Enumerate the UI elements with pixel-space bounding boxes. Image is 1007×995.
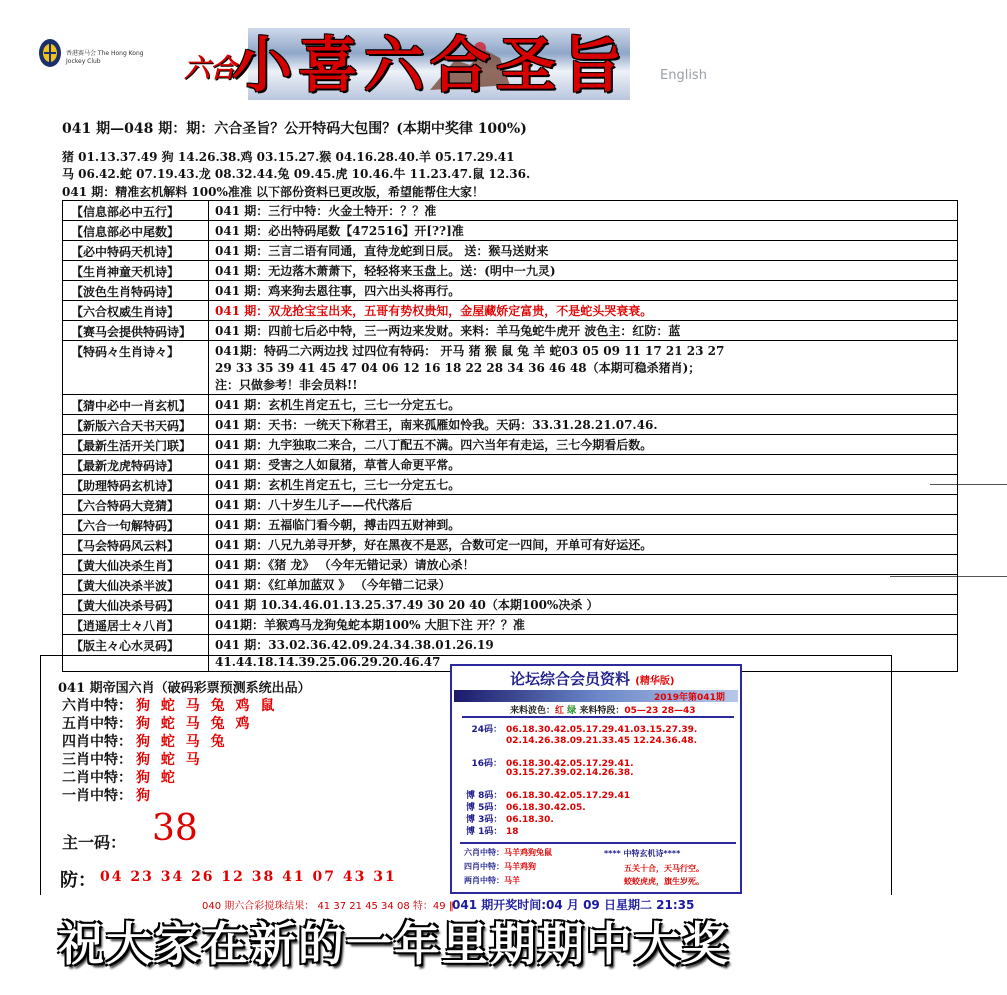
table-row: [63, 535, 957, 555]
code-row: 博 3码： 06.18.30.: [466, 815, 554, 825]
table-row: [63, 261, 957, 281]
six-pick-row: 六肖中特： 狗 蛇 马 兔 鸡 鼠: [62, 698, 278, 714]
foot-row: 两肖中特：马羊: [464, 876, 520, 885]
six-pick-title: 041 期帝国六肖（破码彩票预测系统出品）: [58, 681, 311, 696]
row-label: 【波色生肖特码诗】: [63, 281, 209, 300]
row-label: 【必中特码天机诗】: [63, 241, 209, 260]
previous-result: 040 期六合彩搅珠结果： 41 37 21 45 34 08 特：49 ‖: [202, 901, 454, 912]
row-label: 【黄大仙决杀半波】: [63, 575, 209, 594]
row-label: 【最新生活开关门联】: [63, 435, 209, 454]
row-value: 041 期：受害之人如鼠猪，草菅人命更平常。: [215, 458, 461, 472]
row-value: 041期：特码二六两边找 过四位有特码： 开马 猪 猴 鼠 兔 羊 蛇03 05 09 11 17 21 23 27 29 33 35 39 41 45 47 04 06 12 16 18 22 28 34 36 46 48（本期可稳杀猪肖)； 注：只做参考！非会员料!!: [215, 344, 725, 392]
table-row: [63, 301, 957, 321]
row-value: 041 期：必出特码尾数【472516】开[??]准: [215, 224, 464, 238]
row-label: 【赛马会提供特码诗】: [63, 321, 209, 340]
table-row: [63, 415, 957, 435]
row-label: 【黄大仙决杀生肖】: [63, 555, 209, 574]
row-value: 041 期 10.34.46.01.13.25.37.49 30 20 40（本期100%决杀 ）: [215, 598, 599, 612]
code-row: 博 8码： 06.18.30.42.05.17.29.41: [466, 791, 631, 801]
code-row: 24码： 06.18.30.42.05.17.29.41.03.15.27.39.: [471, 725, 698, 735]
six-pick-row: 二肖中特： 狗 蛇: [62, 770, 178, 786]
table-row: [63, 321, 957, 341]
six-pick-row: 一肖中特： 狗: [62, 788, 153, 804]
main-code-value: 38: [152, 808, 198, 849]
table-row: [63, 201, 957, 221]
row-value: 041 期：三行中特：火金土特开：？？准: [215, 204, 437, 218]
member-box-title: 论坛综合会员资料 (精华版): [510, 670, 675, 688]
title-prefix: 六合: [184, 54, 237, 84]
row-label: 【猜中必中一肖玄机】: [63, 395, 209, 414]
member-box-info: 来料波色：红 绿 来料特段：05—23 28—43: [510, 706, 696, 716]
row-value: 041 期：五福临门看今朝，搏击四五财神到。: [215, 518, 461, 532]
row-value: 041期：羊猴鸡马龙狗兔蛇本期100% 大胆下注 开？？准: [215, 618, 525, 632]
row-value: 041 期：四前七后必中特，三一两边来发财。来料：羊马兔蛇牛虎开 波色主：红防：蓝: [215, 324, 681, 338]
poem-line: 蛟蛟虎虎，旗生岁死。: [624, 877, 704, 886]
table-row: [63, 395, 957, 415]
table-row: [63, 281, 957, 301]
table-row: [63, 615, 957, 635]
row-value: 041 期：三言二语有同通，直待龙蛇到日辰。 送：猴马送财来: [215, 244, 549, 258]
row-value: 041 期：天书：一统天下称君王，南来孤雁如怜我。天码：33.31.28.21.07.46.: [215, 418, 658, 432]
row-label: 【逍遥居士々八肖】: [63, 615, 209, 634]
member-box-issue: 2019年第041期: [654, 693, 725, 703]
row-value: 041 期：《猪 龙》 （今年无错记录）请放心杀！: [215, 558, 475, 572]
row-label: 【六合权威生肖诗】: [63, 301, 209, 320]
english-link[interactable]: English: [660, 68, 707, 83]
six-pick-row: 五肖中特： 狗 蛇 马 兔 鸡: [62, 716, 253, 732]
table-row: [63, 515, 957, 535]
table-row: [63, 435, 957, 455]
foot-row: 四肖中特：马羊鸡狗: [464, 862, 536, 871]
table-row: [63, 221, 957, 241]
poem-line: 五关十合，天马行空。: [624, 864, 704, 873]
row-label: 【新版六合天书天码】: [63, 415, 209, 434]
slogan: 祝大家在新的一年里期期中大奖: [58, 917, 730, 971]
table-row: [63, 475, 957, 495]
zodiac-line-1: 猪 01.13.37.49 狗 14.26.38.鸡 03.15.27.猴 04.16.28.40.羊 05.17.29.41: [62, 150, 515, 164]
row-value: 041 期：33.02.36.42.09.24.34.38.01.26.19 41.44.18.14.39.25.06.29.20.46.47: [215, 638, 494, 669]
row-value: 041 期：双龙抢宝宝出来，五哥有势权贵知，金屋藏娇定富贵，不是蛇头哭衰衰。: [215, 304, 653, 318]
row-value: 041 期：八十岁生儿子——代代落后: [215, 498, 413, 512]
row-value: 041 期：玄机生肖定五七，三七一分定五七。: [215, 398, 461, 412]
row-label: 【信息部必中尾数】: [63, 221, 209, 240]
table-row: [63, 455, 957, 475]
row-label: 【生肖神童天机诗】: [63, 261, 209, 280]
code-row: 博 5码： 06.18.30.42.05.: [466, 803, 586, 813]
notice: 041 期：精准玄机解料 100%准准 以下部份资料已更改版，希望能帮住大家！: [62, 185, 485, 199]
table-row: [63, 241, 957, 261]
backup-numbers: 04 23 34 26 12 38 41 07 43 31: [100, 869, 397, 885]
forecast-table: [62, 200, 958, 672]
table-row: [63, 495, 957, 515]
row-value: 041 期：无边落木萧萧下，轻轻将来玉盘上。送：(明中一九灵): [215, 264, 556, 278]
draw-time: 041 期开奖时间:04 月 09 日星期二 21:35: [452, 898, 695, 912]
row-value: 041 期：《红单加蓝双 》 （今年错二记录）: [215, 578, 451, 592]
row-value: 041 期：鸡来狗去恩往事，四六出头将再行。: [215, 284, 461, 298]
row-label: 【最新龙虎特码诗】: [63, 455, 209, 474]
row-label: 【版主々心水灵码】: [63, 635, 209, 671]
row-label: 【六合特码大竞猜】: [63, 495, 209, 514]
foot-row: 六肖中特：马羊鸡狗兔鼠: [464, 848, 552, 857]
row-label: 【黄大仙决杀号码】: [63, 595, 209, 614]
table-row: [63, 575, 957, 595]
row-value: 041 期：玄机生肖定五七，三七一分定五七。: [215, 478, 461, 492]
row-value: 041 期：八兄九弟寻开梦，好在黑夜不是恶，合数可定一四间，开单可有好运还。: [215, 538, 653, 552]
code-row: 16码： 06.18.30.42.05.17.29.41.: [471, 759, 634, 769]
row-label: 【助理特码玄机诗】: [63, 475, 209, 494]
table-row: [63, 595, 957, 615]
row-label: 【六合一句解特码】: [63, 515, 209, 534]
code-row: 02.14.26.38.09.21.33.45 12.24.36.48.: [506, 736, 698, 746]
six-pick-row: 四肖中特： 狗 蛇 马 兔: [62, 734, 228, 750]
main-code-label: 主一码：: [62, 833, 127, 852]
row-label: 【马会特码风云料】: [63, 535, 209, 554]
six-pick-row: 三肖中特： 狗 蛇 马: [62, 752, 203, 768]
zodiac-line-2: 马 06.42.蛇 07.19.43.龙 08.32.44.兔 09.45.虎 10.46.牛 11.23.47.鼠 12.36.: [62, 167, 531, 181]
row-label: 【特码々生肖诗々】: [63, 341, 209, 394]
site-title: 小喜六合圣旨: [232, 31, 628, 101]
table-row: [63, 555, 957, 575]
header: [0, 0, 1007, 115]
poem-title: **** 中特玄机诗****: [604, 849, 681, 858]
table-row: [63, 341, 957, 395]
row-label: 【信息部必中五行】: [63, 201, 209, 220]
headline: 041 期—048 期：期：六合圣旨？公开特码大包围？(本期中奖律 100%): [62, 121, 527, 137]
backup-label: 防：: [60, 870, 96, 891]
code-row: 博 1码： 18: [466, 827, 519, 837]
code-row: 03.15.27.39.02.14.26.38.: [506, 768, 634, 778]
jockey-club-emblem-icon: [38, 38, 62, 68]
club-name: 香港赛马会 The Hong Kong Jockey Club: [66, 50, 144, 65]
row-value: 041 期：九宇独取二来合，二八丁配五不满。四六当年有走运，三七今期看后数。: [215, 438, 653, 452]
